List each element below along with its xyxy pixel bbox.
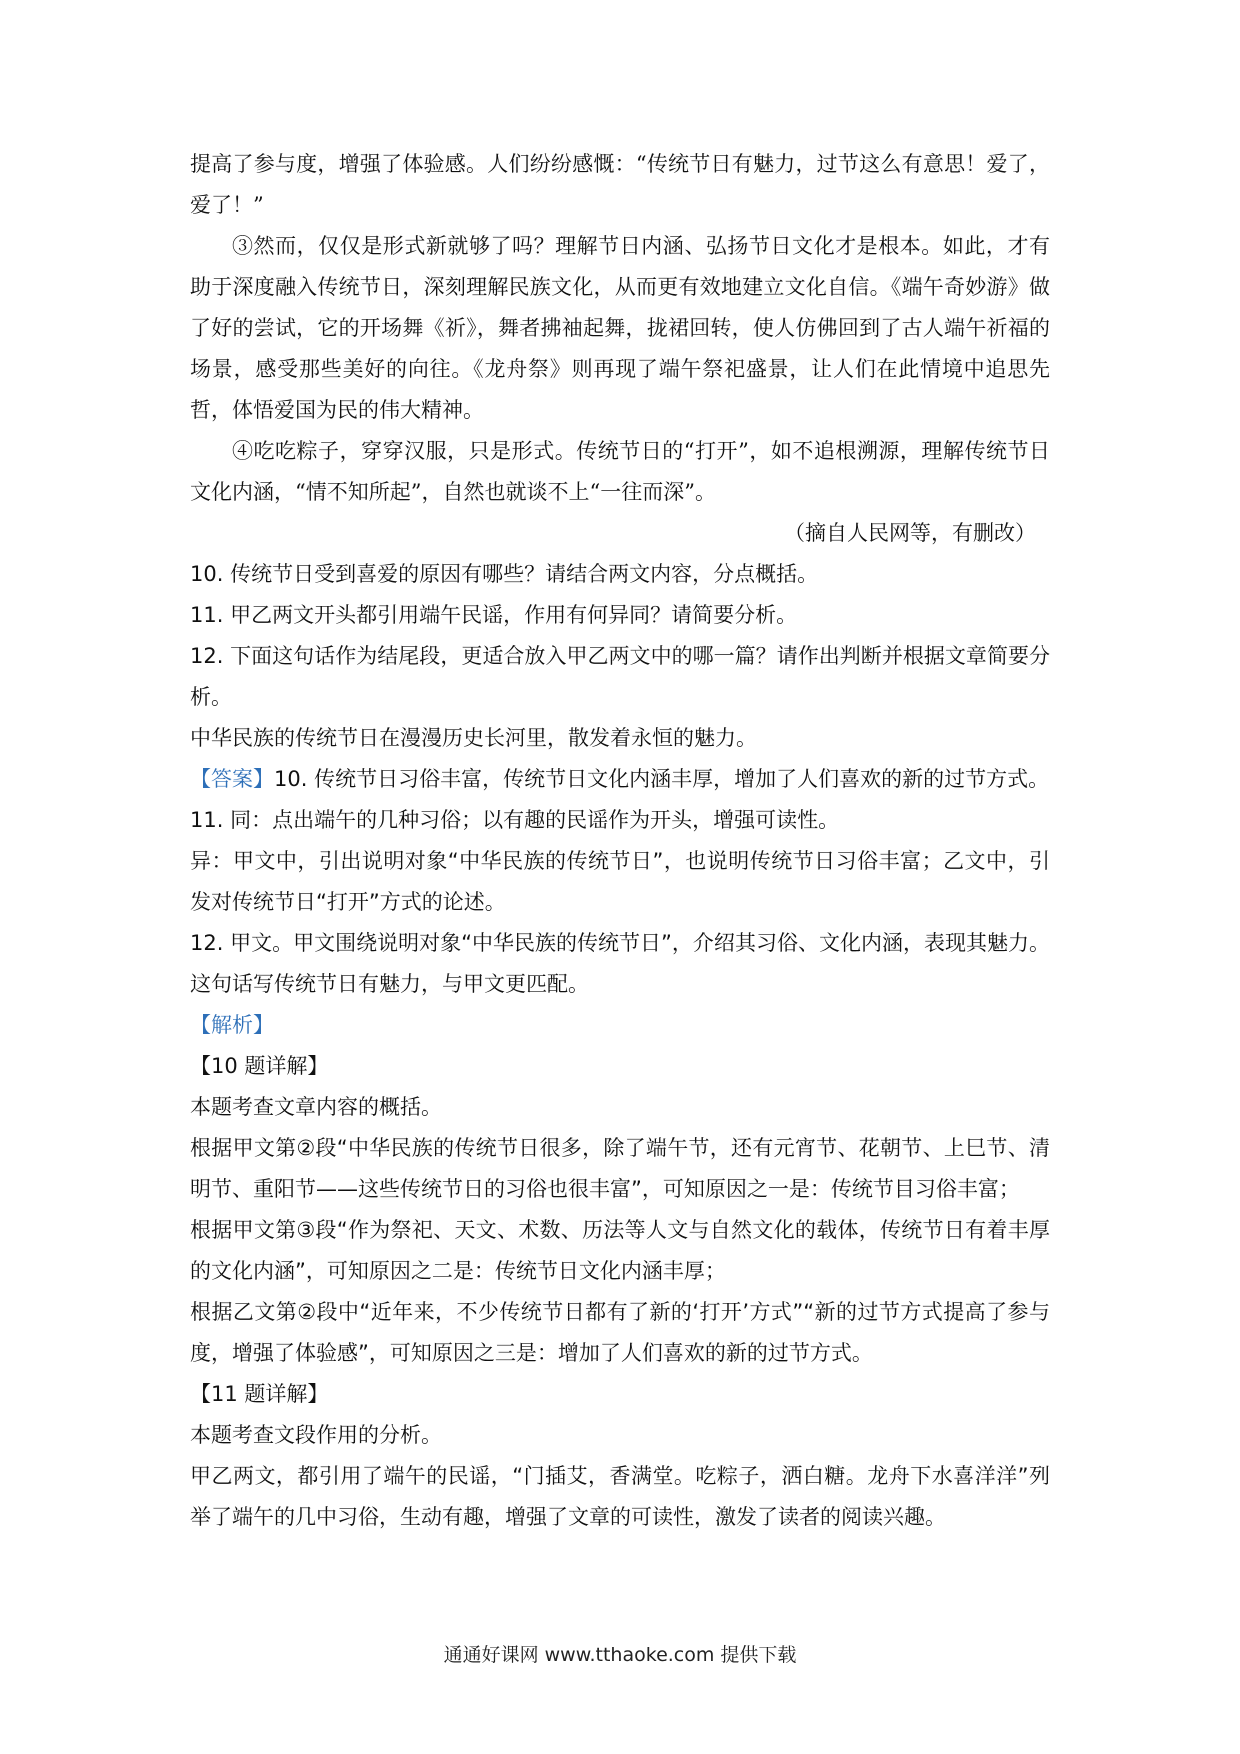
question-12: 12. 下面这句话作为结尾段，更适合放入甲乙两文中的哪一篇？请作出判断并根据文章简要分析。: [190, 644, 1050, 709]
analysis-11-intro: 本题考查文段作用的分析。: [190, 1423, 442, 1447]
question-12-sentence: 中华民族的传统节日在漫漫历史长河里，散发着永恒的魅力。: [190, 726, 757, 750]
answer-12: 12. 甲文。甲文围绕说明对象“中华民族的传统节日”，介绍其习俗、文化内涵，表现其魅力。这句话写传统节日有魅力，与甲文更匹配。: [190, 931, 1050, 996]
analysis-11-point-1: 甲乙两文，都引用了端午的民谣，“门插艾，香满堂。吃粽子，洒白糖。龙舟下水喜洋洋”列举了端午的几中习俗，生动有趣，增强了文章的可读性，激发了读者的阅读兴趣。: [190, 1464, 1050, 1529]
analysis-11-heading: 【11 题详解】: [190, 1382, 329, 1406]
analysis-10-point-3: 根据乙文第②段中“近年来，不少传统节日都有了新的‘打开’方式”“新的过节方式提高了参与度，增强了体验感”，可知原因之三是：增加了人们喜欢的新的过节方式。: [190, 1300, 1050, 1365]
analysis-10-point-2: 根据甲文第③段“作为祭祀、天文、术数、历法等人文与自然文化的载体，传统节日有着丰厚的文化内涵”，可知原因之二是：传统节日文化内涵丰厚；: [190, 1218, 1050, 1283]
passage-continuation: 提高了参与度，增强了体验感。人们纷纷感慨：“传统节日有魅力，过节这么有意思！爱了，爱了！”: [190, 152, 1050, 217]
passage-source: （摘自人民网等，有删改）: [784, 521, 1036, 545]
question-11: 11. 甲乙两文开头都引用端午民谣，作用有何异同？请简要分析。: [190, 603, 798, 627]
question-10: 10. 传统节日受到喜爱的原因有哪些？请结合两文内容，分点概括。: [190, 562, 819, 586]
answer-11-diff: 异：甲文中，引出说明对象“中华民族的传统节日”，也说明传统节日习俗丰富；乙文中，引发对传统节日“打开”方式的论述。: [190, 849, 1050, 914]
passage-paragraph-3: ③然而，仅仅是形式新就够了吗？理解节日内涵、弘扬节日文化才是根本。如此，才有助于深度融入传统节日，深刻理解民族文化，从而更有效地建立文化自信。《端午奇妙游》做了好的尝试，它的开场舞《祈》，舞者拂袖起舞，拢裙回转，使人仿佛回到了古人端午祈福的场景，感受那些美好的向往。《龙舟祭》则再现了端午祭祀盛景，让人们在此情境中追思先哲，体悟爱国为民的伟大精神。: [190, 234, 1050, 422]
answer-11-same: 11. 同：点出端午的几种习俗；以有趣的民谣作为开头，增强可读性。: [190, 808, 840, 832]
analysis-tag: 【解析】: [190, 1013, 274, 1037]
document-page: [190, 144, 1050, 1538]
passage-paragraph-4: ④吃吃粽子，穿穿汉服，只是形式。传统节日的“打开”，如不追根溯源，理解传统节日文化内涵，“情不知所起”，自然也就谈不上“一往而深”。: [190, 439, 1050, 504]
page-footer: 通通好课网 www.tthaoke.com 提供下载: [443, 1644, 797, 1666]
analysis-10-intro: 本题考查文章内容的概括。: [190, 1095, 442, 1119]
analysis-10-heading: 【10 题详解】: [190, 1054, 329, 1078]
answer-10: [190, 759, 1050, 800]
analysis-10-point-1: 根据甲文第②段“中华民族的传统节日很多，除了端午节，还有元宵节、花朝节、上巳节、清明节、重阳节——这些传统节日的习俗也很丰富”，可知原因之一是：传统节目习俗丰富；: [190, 1136, 1050, 1201]
answer-tag: 【答案】: [190, 767, 274, 791]
answer-10-text: 10. 传统节日习俗丰富，传统节日文化内涵丰厚，增加了人们喜欢的新的过节方式。: [274, 767, 1050, 791]
